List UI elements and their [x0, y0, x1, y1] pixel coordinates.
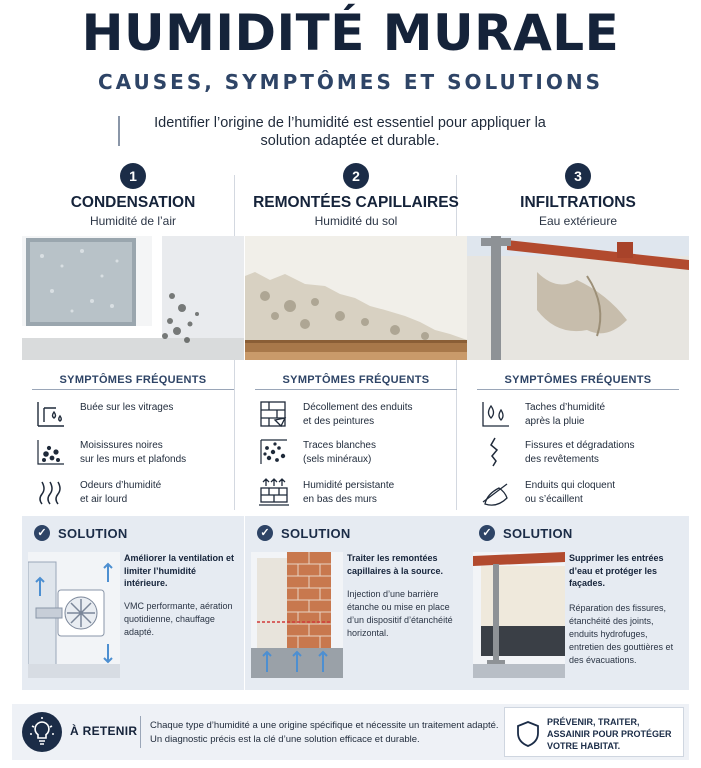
- symptom-item: [479, 436, 684, 470]
- water-stains-icon: [479, 398, 513, 430]
- solution-panel: [22, 516, 244, 690]
- symptom-line: Fissures et dégradations: [525, 440, 635, 451]
- symptoms-heading: SYMPTÔMES FRÉQUENTS: [255, 374, 457, 390]
- symptom-line: des revêtements: [525, 454, 599, 465]
- cause-title: REMONTÉES CAPILLAIRES: [253, 194, 459, 211]
- cause-column-infiltration: [467, 160, 689, 690]
- symptom-line: Décollement des enduits: [303, 402, 413, 413]
- takeaway-line: Chaque type d’humidité a une origine spécifique et nécessite un traitement adapté.: [150, 720, 499, 731]
- solution-panel: [245, 516, 467, 690]
- condensation-drops-icon: [34, 398, 68, 430]
- solution-title: SOLUTION: [503, 526, 573, 541]
- symptom-line: Taches d’humidité: [525, 402, 606, 413]
- divider: [140, 716, 141, 748]
- symptom-line: Moisissures noires: [80, 440, 163, 451]
- blistering-coating-icon: [479, 476, 513, 508]
- facade-protection-illustration: [473, 552, 565, 678]
- takeaway-line: Un diagnostic précis est la clé d’une solution efficace et durable.: [150, 734, 420, 745]
- symptom-line: sur les murs et plafonds: [80, 454, 187, 465]
- check-icon: ✓: [479, 525, 495, 541]
- intro-text: Identifier l’origine de l’humidité est essentiel pour appliquer la solution adaptée et durable.: [154, 115, 546, 149]
- symptom-line: Traces blanches: [303, 440, 376, 451]
- symptom-line: (sels minéraux): [303, 454, 372, 465]
- cause-title: CONDENSATION: [70, 194, 196, 211]
- symptom-item: [34, 476, 239, 510]
- step-number-badge: 1: [120, 163, 146, 189]
- cause-column-rising-damp: [245, 160, 467, 690]
- symptom-item: [479, 476, 684, 510]
- mold-spots-icon: [34, 436, 68, 468]
- symptom-line: Odeurs d’humidité: [80, 480, 162, 491]
- check-icon: ✓: [257, 525, 273, 541]
- rising-damp-wall-icon: [257, 476, 291, 508]
- symptom-item: [34, 398, 239, 432]
- shield-icon: [515, 720, 541, 748]
- symptom-item: [257, 398, 462, 432]
- symptom-item: [479, 398, 684, 432]
- ventilation-unit-illustration: [28, 552, 120, 678]
- symptoms-heading: SYMPTÔMES FRÉQUENTS: [477, 374, 679, 390]
- symptom-line: en bas des murs: [303, 494, 377, 505]
- condensation-window-photo: [22, 236, 244, 360]
- page-title: HUMIDITÉ MURALE: [81, 4, 620, 62]
- cause-subtitle: Humidité de l’air: [89, 214, 177, 228]
- salt-deposits-icon: [257, 436, 291, 468]
- symptom-line: après la pluie: [525, 416, 585, 427]
- cause-subtitle: Humidité du sol: [314, 214, 398, 228]
- symptom-line: ou s’écaillent: [525, 494, 583, 505]
- takeaway-label: À RETENIR: [70, 724, 138, 738]
- check-icon: ✓: [34, 525, 50, 541]
- symptom-line: Humidité persistante: [303, 480, 395, 491]
- symptom-line: et des peintures: [303, 416, 375, 427]
- cause-column-condensation: [22, 160, 244, 690]
- odor-waves-icon: [34, 476, 68, 508]
- solution-summary: Traiter les remontées capillaires à la source.: [347, 553, 444, 576]
- symptom-line: et air lourd: [80, 494, 128, 505]
- solution-description: VMC performante, aération quotidienne, chauffage adapté.: [124, 601, 233, 637]
- symptoms-heading: SYMPTÔMES FRÉQUENTS: [32, 374, 234, 390]
- peeling-plaster-icon: [257, 398, 291, 430]
- key-takeaway-banner: [12, 704, 689, 760]
- intro-accent-bar: [118, 116, 120, 146]
- step-number-badge: 2: [343, 163, 369, 189]
- solution-description: Réparation des fissures, étanchéité des joints, enduits hydrofuges, entretien des gouttières et des évacuations.: [569, 603, 674, 665]
- solution-title: SOLUTION: [281, 526, 351, 541]
- motto-box: [504, 707, 684, 757]
- cause-title: INFILTRATIONS: [520, 194, 636, 211]
- step-number-badge: 3: [565, 163, 591, 189]
- solution-panel: [467, 516, 689, 690]
- motto-text: PRÉVENIR, TRAITER, ASSAINIR POUR PROTÉGER VOTRE HABITAT.: [547, 717, 672, 751]
- cause-subtitle: Eau extérieure: [538, 214, 618, 228]
- page-subtitle: CAUSES, SYMPTÔMES ET SOLUTIONS: [97, 70, 603, 94]
- solution-summary: Améliorer la ventilation et limiter l’humidité intérieure.: [124, 553, 235, 588]
- lightbulb-icon: [22, 712, 62, 752]
- solution-description: Injection d’une barrière étanche ou mise en place d’un dispositif d’étanchéité horizontal.: [347, 589, 453, 638]
- symptom-item: [257, 476, 462, 510]
- symptom-item: [34, 436, 239, 470]
- solution-summary: Supprimer les entrées d’eau et protéger les façades.: [569, 553, 664, 588]
- symptom-item: [257, 436, 462, 470]
- symptom-line: Enduits qui cloquent: [525, 480, 616, 491]
- crack-icon: [479, 436, 513, 468]
- rising-damp-wall-photo: [245, 236, 467, 360]
- takeaway-text: [150, 719, 506, 747]
- facade-water-damage-photo: [467, 236, 689, 360]
- solution-title: SOLUTION: [58, 526, 128, 541]
- damp-barrier-illustration: [251, 552, 343, 678]
- symptom-line: Buée sur les vitrages: [80, 402, 174, 413]
